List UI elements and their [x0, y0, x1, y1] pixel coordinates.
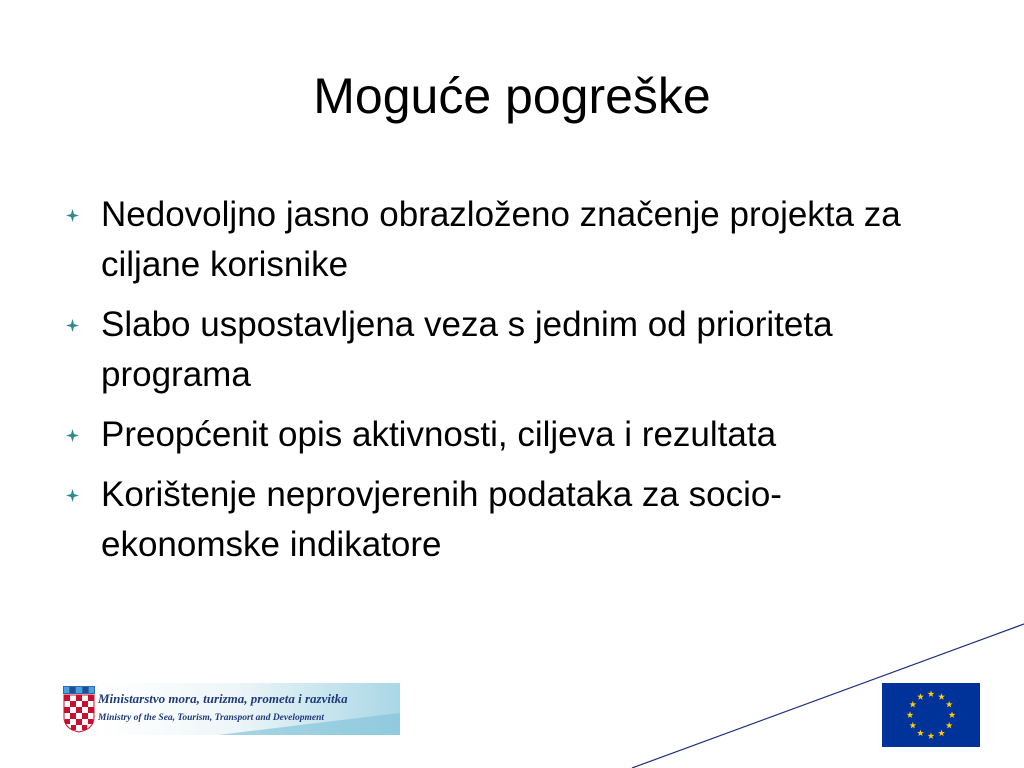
ministry-name-english: Ministry of the Sea, Tourism, Transport and Development: [98, 713, 325, 723]
ministry-logo: [60, 683, 400, 735]
bullet-text: Preopćenit opis aktivnosti, ciljeva i rezultata: [101, 415, 777, 454]
bullet-text: Nedovoljno jasno obrazloženo značenje projekta za ciljane korisnike: [101, 195, 901, 284]
eu-flag-icon: [882, 683, 980, 747]
bullet-text: Slabo uspostavljena veza s jednim od prioriteta programa: [101, 305, 833, 394]
ministry-name-croatian: Ministarstvo mora, turizma, prometa i razvitka: [98, 691, 348, 706]
bullet-text: Korištenje neprovjerenih podataka za socio-ekonomske indikatore: [101, 475, 782, 564]
croatian-coat-of-arms-icon: [62, 685, 96, 733]
slide-title: Moguće pogreške: [313, 68, 711, 124]
